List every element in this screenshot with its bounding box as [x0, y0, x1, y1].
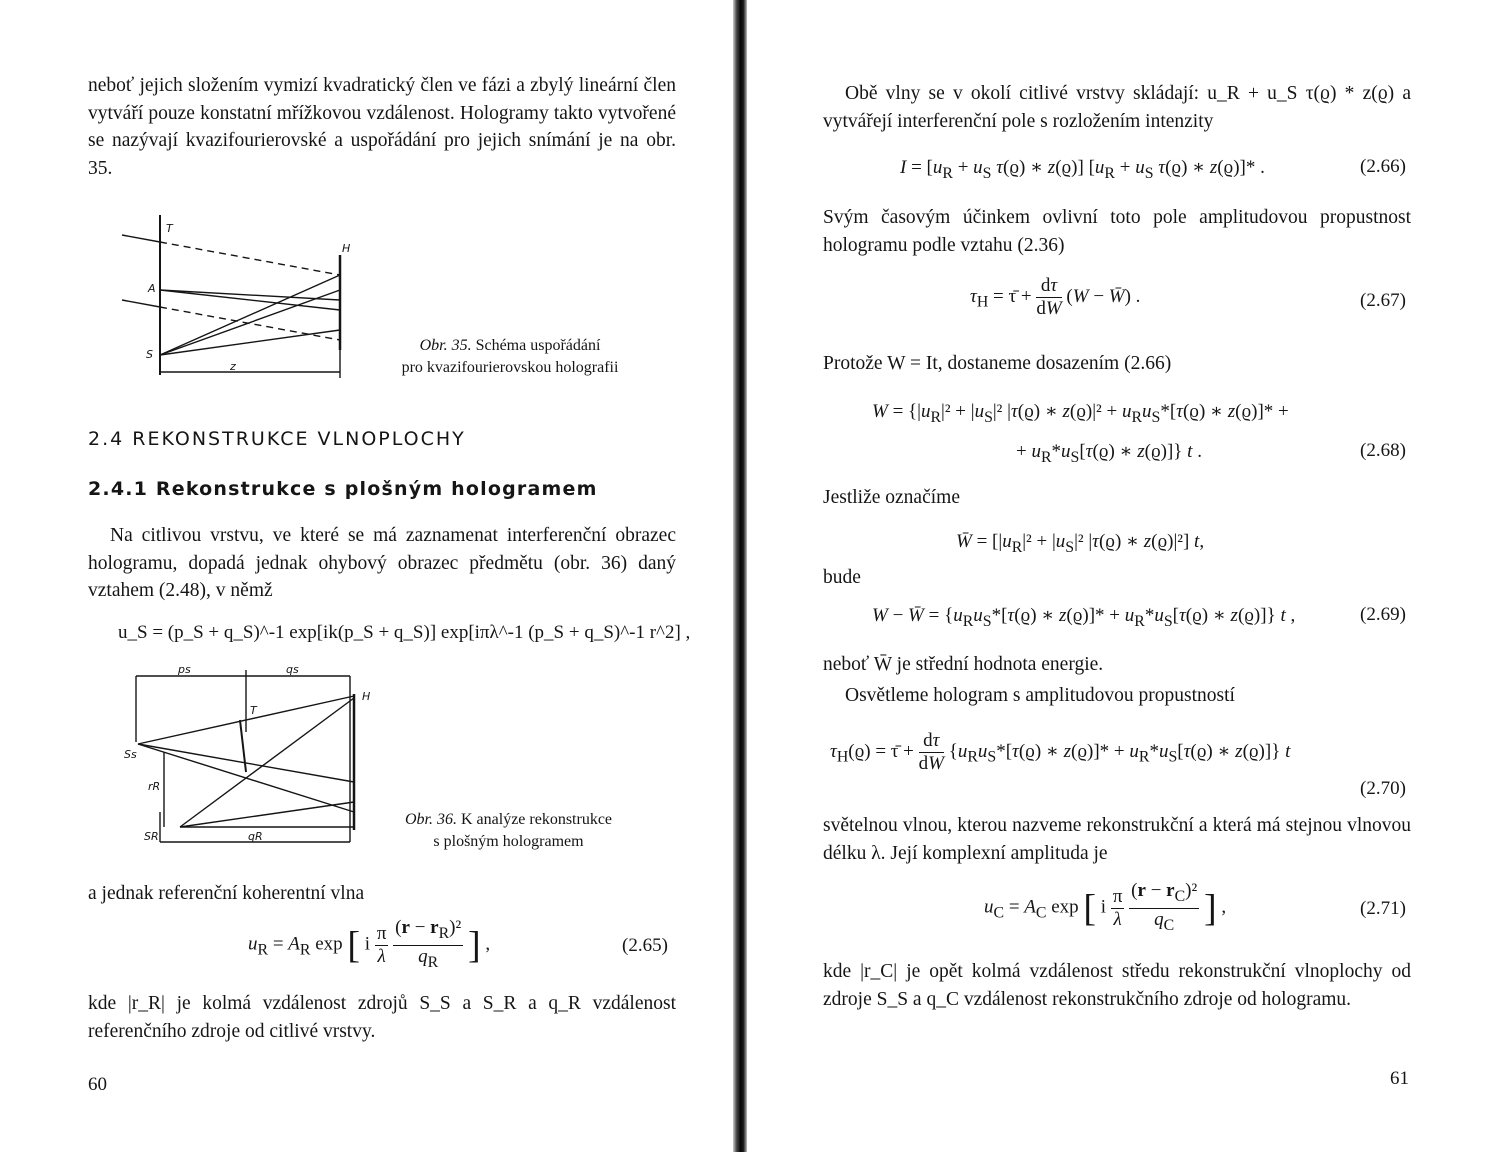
equation-2-66-number: (2.66): [1360, 156, 1406, 177]
fig36-label-Ss: Ss: [124, 748, 137, 761]
fig35-label-z: z: [230, 360, 236, 373]
figure-35-diagram: [110, 210, 360, 385]
equation-W-bar: W̄ = [$|u_R|^2 + |u_S|^2$ |τ(ϱ) ∗ z(ϱ)|²] t,: [956, 531, 1205, 556]
fig36-label-SR: SR: [144, 830, 159, 843]
equation-2-69-number: (2.69): [1360, 604, 1406, 625]
figure-35-caption-label: Obr. 35.: [419, 337, 472, 354]
right-paragraph-6: neboť W̄ je střední hodnota energie.: [823, 654, 1104, 675]
figure-35-caption-line2: pro kvazifourierovskou holografii: [401, 359, 619, 376]
right-paragraph-8: světelnou vlnou, kterou nazveme rekonstrukční a která má stejnou vlnovou délku λ. Její komplexní amplituda je: [823, 815, 1411, 864]
right-paragraph-7: Osvětleme hologram s amplitudovou propustností: [845, 685, 1235, 706]
equation-2-68-line2: + $u_R*u_S[\tau(ϱ)$ ∗ z(ϱ)]} t .: [1016, 441, 1202, 466]
page-number-right: 61: [1390, 1068, 1409, 1089]
section-heading: 2.4 REKONSTRUKCE VLNOPLOCHY: [88, 428, 466, 450]
equation-2-68-number: (2.68): [1360, 440, 1406, 461]
page-number-left: 60: [88, 1074, 107, 1095]
right-paragraph-3: Protože W = It, dostaneme dosazením (2.66): [823, 353, 1172, 374]
fig36-label-ps: ps: [178, 663, 191, 676]
equation-us: u_S = (p_S + q_S)^-1 exp[ik(p_S + q_S)] exp[iπλ^-1 (p_S + q_S)^-1 r^2] ,: [118, 622, 691, 643]
equation-2-71: $u_C = A_C$ exp [ i $\frac{\pi}{\lambda}$ $\frac{(r - r_C)^2}{q_C}$ ] ,: [984, 880, 1227, 934]
figure-36-caption-line2: s plošným hologramem: [433, 833, 584, 850]
figure-36-caption-label: Obr. 36.: [404, 811, 457, 828]
right-paragraph-5: bude: [823, 567, 861, 588]
figure-36-caption-text: K analýze rekonstrukce: [460, 811, 613, 828]
paragraph-2: Na citlivou vrstvu, ve které se má zaznamenat interferenční obrazec hologramu, dopadá jednak ohybový obrazec předmětu (obr. 36) daný vztahem (2.48), v němž: [88, 525, 676, 601]
fig36-label-rR: rR: [148, 780, 161, 793]
equation-2-65: $u_R = A_R$ exp [ i $\frac{\pi}{\lambda}$ $\frac{(r - r_R)^2}{q_R}$ ] ,: [248, 917, 491, 971]
fig35-label-A: A: [148, 282, 156, 295]
right-paragraph-1: Obě vlny se v okolí citlivé vrstvy skládají: u_R + u_S τ(ϱ) * z(ϱ) a vytvářejí interferenční pole s rozložením intenzity: [823, 83, 1411, 132]
fig36-label-qR: qR: [248, 830, 263, 843]
fig36-label-H: H: [362, 690, 371, 703]
intro-paragraph: neboť jejich složením vymizí kvadratický člen ve fázi a zbylý lineární člen vytváří pouze konstatní mřížkovou vzdálenost. Hologramy takto vytvořené se nazývají kvazifourierovské a uspořádání pro jejich snímání je na obr. 35.: [88, 75, 676, 179]
left-page: [0, 0, 735, 1152]
fig35-label-H: H: [342, 242, 351, 255]
equation-2-67-number: (2.67): [1360, 290, 1406, 311]
right-paragraph-4: Jestliže označíme: [823, 487, 960, 508]
figure-35-caption: [370, 335, 650, 379]
fig36-label-qs: qs: [286, 663, 299, 676]
right-page: [748, 0, 1506, 1152]
equation-2-66: $I = [u_R + u_S$ τ(ϱ) ∗ z(ϱ)] [$u_R + u_S$ τ(ϱ) ∗ z(ϱ)]* .: [900, 157, 1265, 182]
equation-2-70: $\tau_H(ϱ)$ = τ̄ + $\frac{d\tau}{dW}$ {$u_Ru_S*[\tau(ϱ)$ ∗ $z(ϱ)]* + u_R*u_S[\tau(ϱ)$ ∗ z(ϱ)]} t: [830, 730, 1291, 774]
right-paragraph-2: Svým časovým účinkem ovlivní toto pole amplitudovou propustnost hologramu podle vztahu (2.36): [823, 207, 1411, 256]
equation-2-70-number: (2.70): [1360, 778, 1406, 799]
subsection-heading: 2.4.1 Rekonstrukce s plošným hologramem: [88, 478, 598, 500]
equation-2-67: $\tau_H$ = τ̄ + $\frac{d\tau}{dW}$ (W − W̄) .: [970, 275, 1141, 319]
book-gutter: [733, 0, 747, 1152]
figure-35-caption-text: Schéma uspořádání: [475, 337, 601, 354]
equation-2-71-number: (2.71): [1360, 898, 1406, 919]
right-paragraph-9: kde |r_C| je opět kolmá vzdálenost středu rekonstrukční vlnoplochy od zdroje S_S a q_C vzdálenost rekonstrukčního zdroje od hologramu.: [823, 961, 1411, 1010]
figure-36-caption: [376, 809, 641, 853]
fig36-label-T: T: [250, 704, 257, 717]
paragraph-4: kde |r_R| je kolmá vzdálenost zdrojů S_S a S_R a q_R vzdálenost referenčního zdroje od citlivé vrstvy.: [88, 993, 676, 1042]
equation-2-65-number: (2.65): [622, 935, 668, 956]
fig35-label-S: S: [146, 348, 153, 361]
fig35-label-T: T: [166, 222, 173, 235]
equation-2-68-line1: $W = \{|u_R|^2 + |u_S|^2$ |τ(ϱ) ∗ $z(ϱ)|^2 + u_Ru_S*[\tau(ϱ)$ ∗ z(ϱ)]* +: [872, 401, 1289, 426]
equation-2-69: W − W̄ = {$u_Ru_S*[\tau(ϱ)$ ∗ $z(ϱ)]* + u_R*u_S[\tau(ϱ)$ ∗ z(ϱ)]} t ,: [872, 605, 1296, 630]
paragraph-3: a jednak referenční koherentní vlna: [88, 883, 365, 904]
figure-36-diagram: [124, 662, 380, 852]
